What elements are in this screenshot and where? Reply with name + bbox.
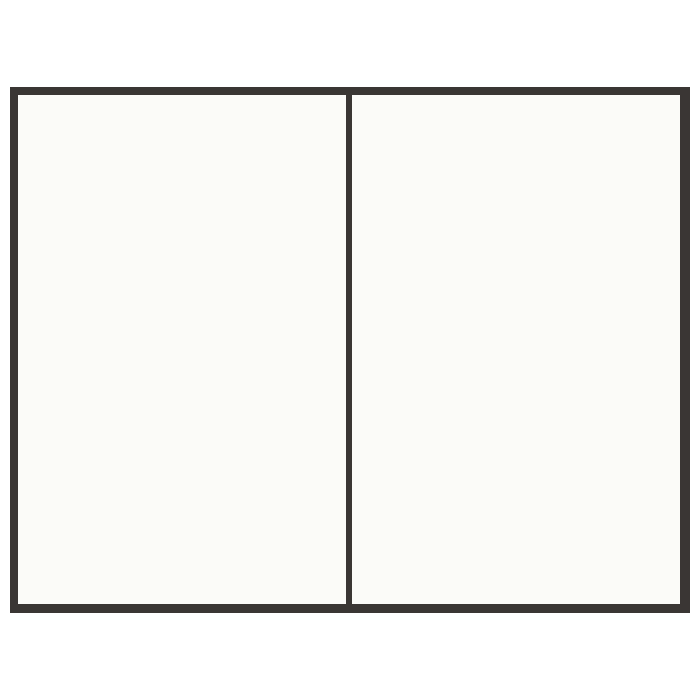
form-page-right [352,95,680,604]
form-page-left [18,95,346,604]
